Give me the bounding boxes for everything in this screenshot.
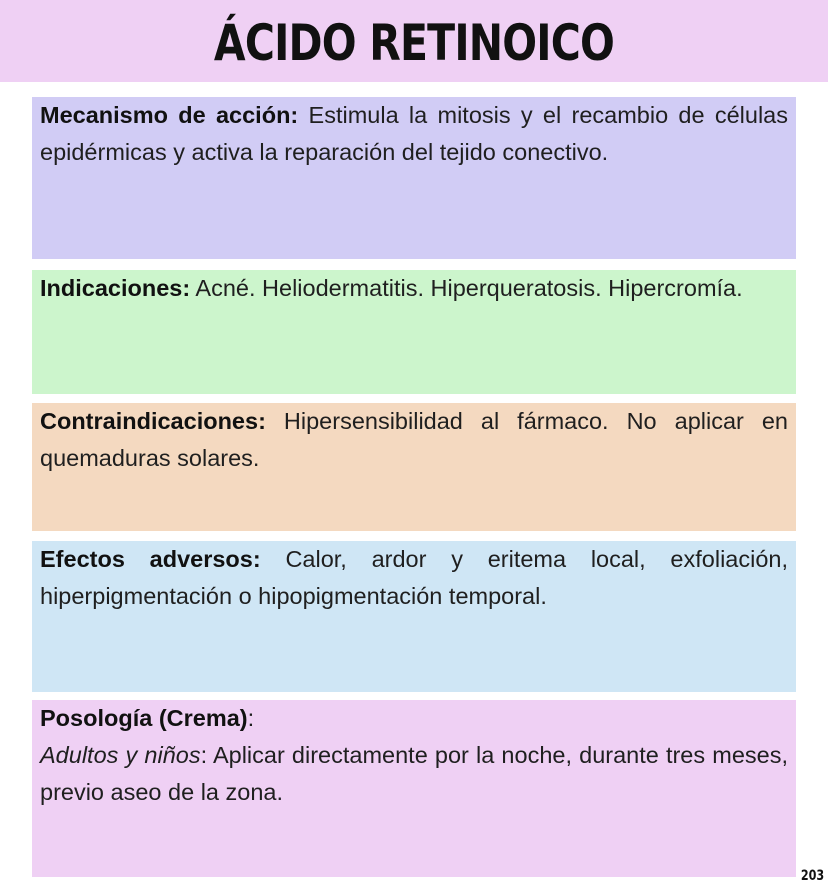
dosage-audience: Adultos y niños <box>40 742 201 768</box>
adverse-effects-text: Calor, ardor y eritema local, exfoliación, hiperpigmentación o hipopigmentación temporal. <box>40 546 789 609</box>
indications-section <box>32 270 796 394</box>
indications-text: Acné. Heliodermatitis. Hiperqueratosis. Hipercromía. <box>190 275 743 301</box>
dosage-text: : Aplicar directamente por la noche, durante tres meses, previo aseo de la zona. <box>40 742 789 805</box>
contraindications-text: Hipersensibilidad al fármaco. No aplicar en quemaduras solares. <box>40 408 788 471</box>
mechanism-label: Mecanismo de acción: <box>40 102 299 128</box>
page-number: 203 <box>800 868 824 884</box>
contraindications-paragraph <box>40 403 788 477</box>
adverse-effects-label: Efectos adversos: <box>40 546 261 572</box>
contraindications-label: Contraindicaciones: <box>40 408 266 434</box>
mechanism-section <box>32 97 796 259</box>
dosage-label-suffix: : <box>247 705 255 731</box>
title-bar <box>0 0 828 82</box>
contraindications-section <box>32 403 796 531</box>
mechanism-paragraph <box>40 97 788 171</box>
indications-paragraph <box>40 270 788 307</box>
dosage-section <box>32 700 796 877</box>
page-title: ÁCIDO RETINOICO <box>213 14 615 72</box>
dosage-heading <box>40 700 788 737</box>
adverse-effects-paragraph <box>40 541 788 615</box>
dosage-label: Posología (Crema) <box>40 705 248 731</box>
mechanism-text: Estimula la mitosis y el recambio de células epidérmicas y activa la reparación del tejido conectivo. <box>40 102 788 165</box>
indications-label: Indicaciones: <box>40 275 191 301</box>
adverse-effects-section <box>32 541 796 692</box>
dosage-paragraph <box>40 737 788 811</box>
